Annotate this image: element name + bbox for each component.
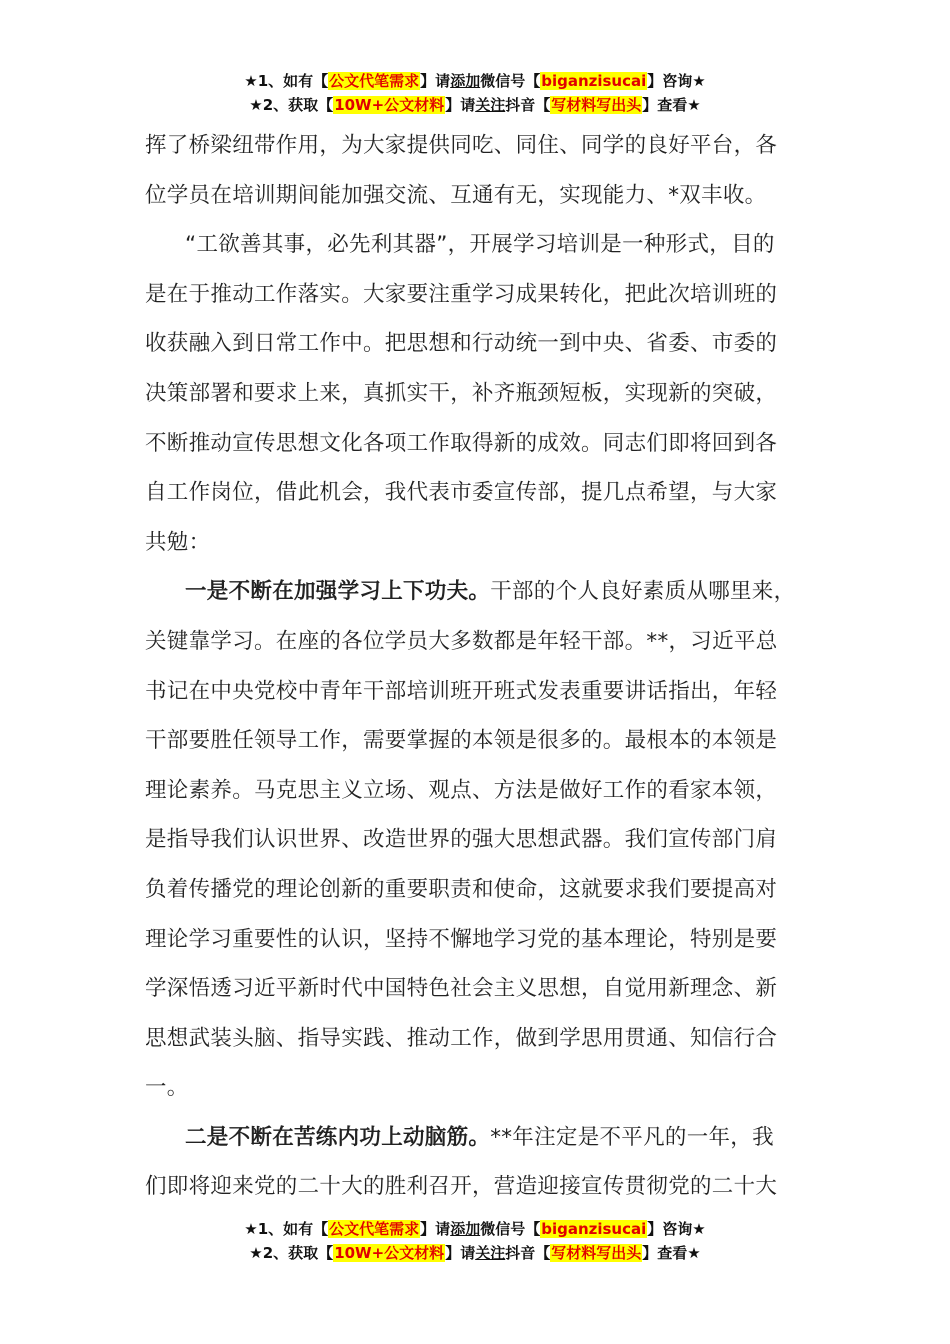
banner-line-1: ★1、如有【公文代笔需求】请添加微信号【biganzisucai】咨询★	[244, 1220, 706, 1238]
highlight-douyin: 写材料写出头	[551, 1244, 642, 1262]
footer-banner	[0, 1217, 950, 1265]
text-line: 自工作岗位，借此机会，我代表市委宣传部，提几点希望，与大家	[145, 480, 778, 506]
banner-line-1: ★1、如有【公文代笔需求】请添加微信号【biganzisucai】咨询★	[244, 72, 706, 90]
text-line: 位学员在培训期间能加强交流、互通有无，实现能力、*双丰收。	[145, 182, 767, 208]
section-heading-1: 一是不断在加强学习上下功夫。	[185, 579, 491, 605]
document-body	[145, 121, 827, 1212]
header-banner	[0, 69, 950, 117]
banner-line-2: ★2、获取【10W+公文材料】请关注抖音【写材料写出头】查看★	[249, 1244, 701, 1262]
text-line: 一是不断在加强学习上下功夫。干部的个人良好素质从哪里来，	[185, 579, 796, 605]
text-line: 共勉：	[145, 529, 211, 555]
text-line: 不断推动宣传思想文化各项工作取得新的成效。同志们即将回到各	[145, 430, 778, 456]
text-line: 关键靠学习。在座的各位学员大多数都是年轻干部。**，习近平总	[145, 628, 778, 654]
section-heading-2: 二是不断在苦练内功上动脑筋。	[185, 1124, 491, 1150]
text-line: 学深悟透习近平新时代中国特色社会主义思想，自觉用新理念、新	[145, 976, 778, 1002]
highlight-service: 公文代笔需求	[329, 72, 420, 90]
text-line: “工欲善其事，必先利其器”，开展学习培训是一种形式，目的	[185, 232, 775, 258]
highlight-service: 公文代笔需求	[329, 1220, 420, 1238]
highlight-materials: 10W+公文材料	[334, 96, 445, 114]
text-line: 收获融入到日常工作中。把思想和行动统一到中央、省委、市委的	[145, 331, 778, 357]
highlight-douyin: 写材料写出头	[551, 96, 642, 114]
text-line: 决策部署和要求上来，真抓实干，补齐瓶颈短板，实现新的突破，	[145, 380, 778, 406]
highlight-wechat-id: biganzisucai	[541, 1220, 647, 1238]
text-line: 二是不断在苦练内功上动脑筋。**年注定是不平凡的一年，我	[185, 1124, 774, 1150]
text-line: 理论素养。马克思主义立场、观点、方法是做好工作的看家本领，	[145, 777, 778, 803]
text-line: 理论学习重要性的认识，坚持不懈地学习党的基本理论，特别是要	[145, 926, 778, 952]
text-line: 是在于推动工作落实。大家要注重学习成果转化，把此次培训班的	[145, 281, 778, 307]
text-line: 挥了桥梁纽带作用，为大家提供同吃、同住、同学的良好平台，各	[145, 133, 778, 158]
text-line: 干部要胜任领导工作，需要掌握的本领是很多的。最根本的本领是	[145, 728, 778, 754]
text-line: 们即将迎来党的二十大的胜利召开，营造迎接宣传贯彻党的二十大	[145, 1174, 778, 1200]
text-line: 负着传播党的理论创新的重要职责和使命，这就要求我们要提高对	[145, 876, 778, 902]
highlight-materials: 10W+公文材料	[334, 1244, 445, 1262]
text-line: 书记在中央党校中青年干部培训班开班式发表重要讲话指出，年轻	[145, 678, 778, 704]
text-line: 思想武装头脑、指导实践、推动工作，做到学思用贯通、知信行合	[145, 1025, 778, 1051]
highlight-wechat-id: biganzisucai	[541, 72, 647, 90]
banner-line-2: ★2、获取【10W+公文材料】请关注抖音【写材料写出头】查看★	[249, 96, 701, 114]
text-line: 是指导我们认识世界、改造世界的强大思想武器。我们宣传部门肩	[145, 827, 778, 853]
text-line: 一。	[145, 1075, 189, 1101]
